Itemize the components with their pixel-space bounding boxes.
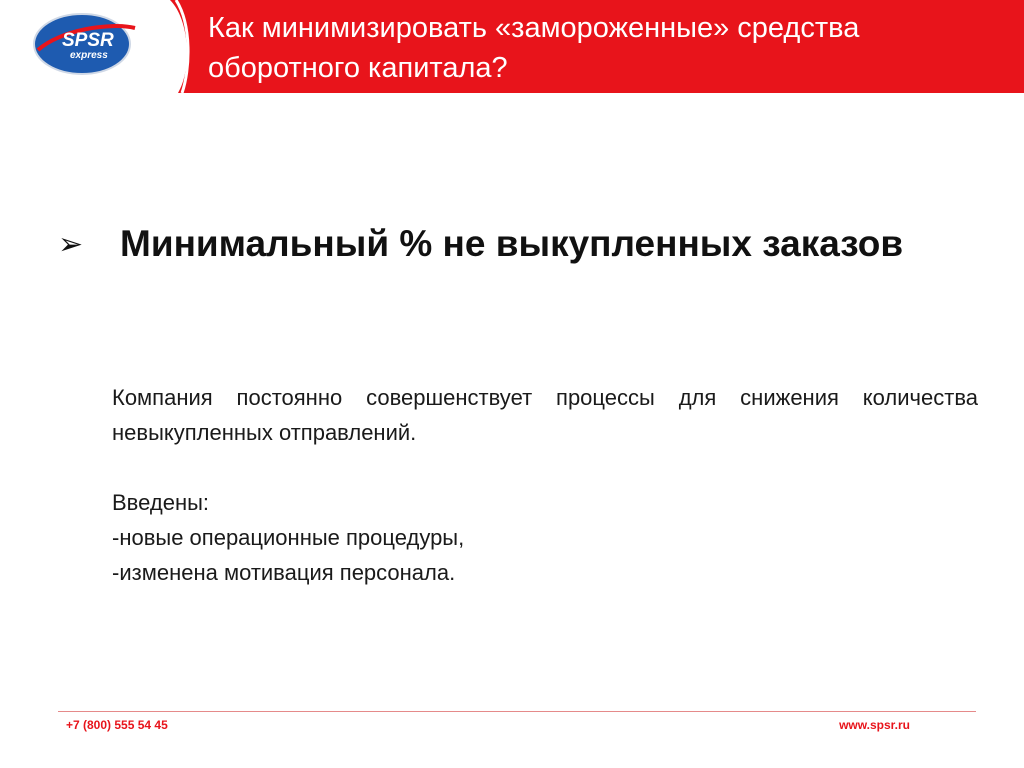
description-paragraph: Компания постоянно совершенствует процессы для снижения количества невыкупленных отправлений. (112, 385, 978, 445)
svg-text:express: express (70, 50, 108, 61)
section-heading (58, 218, 958, 271)
footer-divider (58, 711, 976, 712)
intro-line: Введены: (112, 490, 210, 515)
logo (0, 0, 200, 93)
page-title: Как минимизировать «замороженные» средства оборотного капитала? (208, 12, 860, 84)
body-text (112, 380, 978, 590)
svg-text:SPSR: SPSR (62, 30, 114, 51)
footer-website-link[interactable]: www.spsr.ru (839, 718, 910, 732)
spsr-logo-icon (0, 0, 200, 93)
list-item: -новые операционные процедуры, (112, 525, 465, 550)
heading-text: Минимальный % не выкупленных заказов (120, 223, 904, 264)
arrow-bullet-icon: ➢ (58, 228, 84, 261)
footer-phone: +7 (800) 555 54 45 (66, 718, 168, 732)
list-item: -изменена мотивация персонала. (112, 560, 456, 585)
